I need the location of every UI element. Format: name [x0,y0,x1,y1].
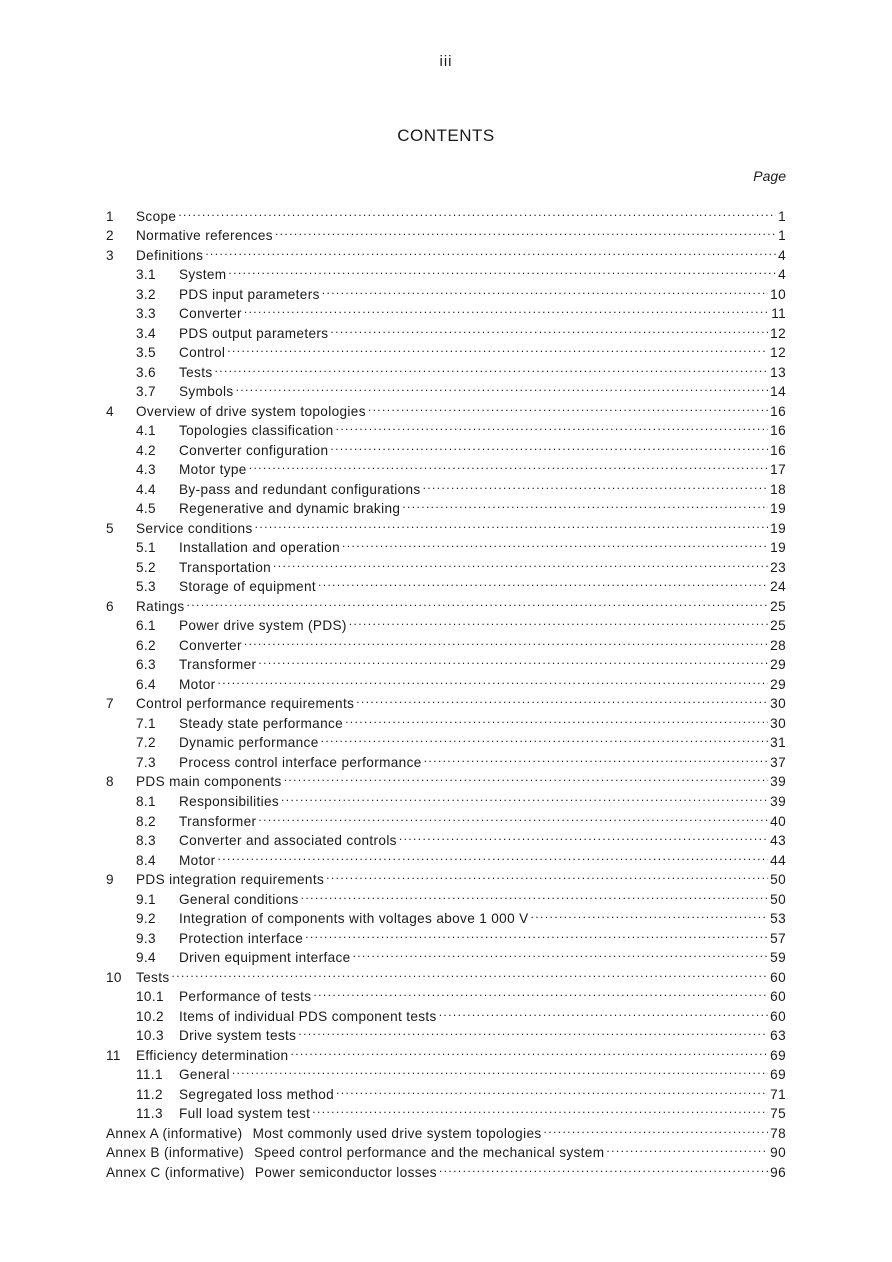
toc-entry-title: Ratings [136,598,185,614]
toc-entry[interactable] [106,260,786,283]
toc-entry-title: Items of individual PDS component tests [179,1008,437,1024]
toc-entry-number: Annex C (informative) [106,1164,245,1180]
toc-entry-number: Annex B (informative) [106,1145,245,1161]
toc-entry-number: 4.2 [136,442,156,458]
toc-entry-title: Drive system tests [179,1028,297,1044]
toc-entry-title: General [179,1067,230,1083]
toc-entry-page: 63 [770,1028,786,1044]
toc-entry-number: 5.1 [136,540,156,556]
toc-dot-leader [305,923,768,943]
toc-dot-leader [326,865,768,885]
toc-entry-title: Motor [179,676,216,692]
toc-entry-title: Integration of components with voltages above 1 000 V [179,911,529,927]
toc-entry-title: Converter and associated controls [179,833,397,849]
toc-entry-number: 5.3 [136,579,156,595]
toc-entry-title: Driven equipment interface [179,950,351,966]
toc-entry[interactable] [106,221,786,244]
toc-entry-page: 69 [770,1047,786,1063]
toc-entry-number: 10 [106,969,122,985]
toc-entry-title: Overview of drive system topologies [136,403,366,419]
toc-entry-number: 3.2 [136,286,156,302]
toc-dot-leader [218,669,769,689]
toc-dot-leader [336,416,769,436]
toc-entry-number: 4.4 [136,481,156,497]
toc-entry-number: 8.4 [136,852,156,868]
toc-dot-leader [258,650,768,670]
toc-entry-number: 6 [106,598,114,614]
toc-entry-title: By-pass and redundant configurations [179,481,421,497]
toc-entry-title: Motor [179,852,216,868]
toc-entry-title: PDS integration requirements [136,872,325,888]
toc-entry-number: 8.2 [136,813,156,829]
toc-entry-page: 16 [770,442,786,458]
toc-entry-number: 4.5 [136,501,156,517]
toc-entry-page: 12 [770,325,786,341]
toc-entry-number: 3.6 [136,364,156,380]
toc-entry[interactable] [106,982,786,1005]
toc-dot-leader [275,221,776,241]
toc-dot-leader [353,943,769,963]
toc-dot-leader [236,377,769,397]
toc-dot-leader [368,396,768,416]
toc-entry[interactable] [106,201,786,224]
toc-dot-leader [249,455,768,475]
toc-dot-leader [349,611,768,631]
toc-entry-title: Converter configuration [179,442,329,458]
toc-entry-number: 8.3 [136,833,156,849]
toc-dot-leader [290,1040,768,1060]
toc-dot-leader [606,1138,768,1158]
toc-entry-page: 78 [770,1125,786,1141]
toc-entry-number: 7 [106,696,114,712]
toc-entry-page: 17 [770,462,786,478]
toc-dot-leader [356,689,768,709]
toc-entry-number: 6.3 [136,657,156,673]
toc-entry-page: 44 [770,852,786,868]
toc-entry-page: 10 [770,286,786,302]
toc-dot-leader [187,591,769,611]
toc-dot-leader [423,474,769,494]
toc-entry-page: 71 [770,1086,786,1102]
toc-entry-title: Responsibilities [179,793,280,809]
toc-dot-leader [244,299,769,319]
toc-entry-title: Scope [136,208,177,224]
toc-entry-number: 3.3 [136,306,156,322]
toc-dot-leader [544,1118,769,1138]
toc-entry-title: Service conditions [136,520,253,536]
toc-entry-page: 39 [770,774,786,790]
toc-entry-number: 3.5 [136,345,156,361]
toc-entry-number: 2 [106,228,114,244]
toc-entry-title: Steady state performance [179,715,344,731]
toc-entry-title: Converter [179,306,242,322]
toc-entry-number: 6.1 [136,618,156,634]
toc-entry-page: 39 [770,793,786,809]
toc-entry-page: 50 [770,872,786,888]
toc-entry-title: Motor type [179,462,247,478]
toc-entry-number: 9.4 [136,950,156,966]
toc-entry-page: 60 [770,969,786,985]
toc-entry-title: Regenerative and dynamic braking [179,501,401,517]
toc-entry-title: Process control interface performance [179,754,422,770]
toc-entry-title: Most commonly used drive system topologies [252,1125,542,1141]
toc-entry-page: 29 [770,676,786,692]
toc-entry-title: Installation and operation [179,540,341,556]
toc-dot-leader [342,533,768,553]
toc-dot-leader [424,747,769,767]
toc-entry-title: Protection interface [179,930,304,946]
toc-dot-leader [281,786,768,806]
toc-entry-number: 9.3 [136,930,156,946]
toc-dot-leader [336,1079,768,1099]
toc-entry-number: 6.4 [136,676,156,692]
toc-entry-number: 5.2 [136,559,156,575]
toc-dot-leader [402,494,768,514]
toc-entry-page: 1 [778,228,786,244]
toc-entry-title: General conditions [179,891,299,907]
toc-dot-leader [255,513,769,533]
toc-dot-leader [439,1157,768,1177]
toc-entry-number: 11 [106,1047,121,1063]
toc-dot-leader [321,728,769,748]
toc-entry-page: 19 [770,520,786,536]
toc-entry-title: Topologies classification [179,423,334,439]
toc-entry-title: Power semiconductor losses [254,1164,437,1180]
toc-dot-leader [301,884,769,904]
toc-dot-leader [318,572,768,592]
toc-entry-page: 23 [770,559,786,575]
toc-entry-page: 30 [770,715,786,731]
toc-entry-page: 4 [778,247,786,263]
toc-entry-page: 30 [770,696,786,712]
toc-dot-leader [258,806,768,826]
toc-entry-number: 4 [106,403,114,419]
toc-entry-title: Symbols [179,384,234,400]
toc-dot-leader [439,1001,768,1021]
toc-entry[interactable] [106,962,786,985]
toc-entry-number: 10.2 [136,1008,164,1024]
toc-entry-page: 28 [770,637,786,653]
toc-dot-leader [178,201,776,221]
toc-entry-page: 18 [770,481,786,497]
toc-dot-leader [214,357,768,377]
toc-entry-title: Control performance requirements [136,696,355,712]
toc-entry-page: 11 [771,306,786,322]
toc-entry-page: 29 [770,657,786,673]
toc-entry-number: 4.1 [136,423,156,439]
toc-entry-page: 19 [770,540,786,556]
toc-entry-page: 25 [770,598,786,614]
toc-entry-title: Control [179,345,226,361]
toc-entry-page: 31 [770,735,786,751]
toc-entry-title: System [179,267,227,283]
toc-entry[interactable] [106,611,786,634]
page-number: iii [439,53,453,70]
toc-dot-leader [273,552,768,572]
toc-entry-title: Full load system test [179,1106,311,1122]
toc-entry-number: 10.1 [136,989,164,1005]
toc-entry[interactable] [106,591,786,614]
toc-entry-title: Definitions [136,247,204,263]
toc-entry-page: 12 [770,345,786,361]
toc-dot-leader [244,630,768,650]
toc-entry-title: PDS input parameters [179,286,320,302]
toc-entry-title: PDS main components [136,774,282,790]
toc-dot-leader [531,904,769,924]
page-column-label: Page [753,168,786,184]
toc-entry-title: PDS output parameters [179,325,329,341]
toc-entry-page: 16 [770,423,786,439]
toc-entry-page: 60 [770,1008,786,1024]
toc-entry-title: Normative references [136,228,273,244]
toc-entry-page: 13 [770,364,786,380]
toc-entry-number: 3.4 [136,325,156,341]
toc-entry-number: 9 [106,872,114,888]
toc-entry-page: 25 [770,618,786,634]
toc-entry-number: 8 [106,774,114,790]
toc-entry-title: Speed control performance and the mechanical system [254,1145,605,1161]
toc-entry-page: 96 [770,1164,786,1180]
toc-entry-page: 50 [770,891,786,907]
toc-entry-title: Transportation [179,559,272,575]
toc-dot-leader [227,338,768,358]
toc-entry-page: 69 [770,1067,786,1083]
toc-entry-page: 14 [770,384,786,400]
toc-entry-number: 9.2 [136,911,156,927]
toc-dot-leader [218,845,769,865]
toc-entry-number: 1 [106,208,114,224]
toc-entry-title: Converter [179,637,242,653]
toc-entry-number: 11.3 [136,1106,163,1122]
toc-entry[interactable] [106,240,786,263]
toc-entry-page: 37 [770,754,786,770]
toc-entry-page: 60 [770,989,786,1005]
table-of-contents [106,201,786,1180]
toc-entry-title: Tests [136,969,170,985]
toc-dot-leader [330,318,768,338]
toc-entry-number: 5 [106,520,114,536]
toc-entry-number: 6.2 [136,637,156,653]
toc-entry-page: 53 [770,911,786,927]
toc-entry-number: Annex A (informative) [106,1125,243,1141]
toc-entry-number: 7.2 [136,735,156,751]
toc-entry-number: 11.2 [136,1086,163,1102]
toc-dot-leader [298,1021,768,1041]
toc-entry-number: 7.3 [136,754,156,770]
toc-entry-page: 1 [778,208,786,224]
toc-dot-leader [171,962,768,982]
toc-dot-leader [345,708,768,728]
toc-dot-leader [284,767,768,787]
toc-entry-number: 7.1 [136,715,156,731]
toc-entry-title: Segregated loss method [179,1086,335,1102]
toc-entry-page: 90 [770,1145,786,1161]
toc-entry-page: 40 [770,813,786,829]
toc-entry-number: 10.3 [136,1028,164,1044]
toc-entry-page: 43 [770,833,786,849]
toc-entry-page: 16 [770,403,786,419]
toc-entry-title: Transformer [179,813,257,829]
toc-entry-page: 57 [770,930,786,946]
toc-dot-leader [330,435,768,455]
toc-dot-leader [232,1060,768,1080]
toc-entry-title: Performance of tests [179,989,312,1005]
toc-entry-number: 11.1 [136,1067,163,1083]
toc-entry-number: 3.1 [136,267,156,283]
toc-entry-page: 4 [778,267,786,283]
page-title: CONTENTS [397,126,495,145]
toc-entry-number: 3.7 [136,384,156,400]
toc-dot-leader [312,1099,768,1119]
toc-entry-number: 8.1 [136,793,156,809]
toc-entry-title: Storage of equipment [179,579,316,595]
toc-dot-leader [205,240,776,260]
toc-entry-number: 9.1 [136,891,156,907]
toc-dot-leader [322,279,768,299]
toc-entry-title: Dynamic performance [179,735,319,751]
toc-entry-title: Power drive system (PDS) [179,618,347,634]
toc-entry-page: 59 [770,950,786,966]
toc-dot-leader [313,982,768,1002]
toc-dot-leader [399,826,768,846]
toc-entry-page: 24 [770,579,786,595]
toc-entry-number: 3 [106,247,114,263]
toc-entry-title: Tests [179,364,213,380]
toc-dot-leader [228,260,776,280]
toc-entry-page: 75 [770,1106,786,1122]
toc-entry-page: 19 [770,501,786,517]
toc-entry-title: Transformer [179,657,257,673]
toc-entry-number: 4.3 [136,462,156,478]
toc-entry-title: Efficiency determination [136,1047,289,1063]
